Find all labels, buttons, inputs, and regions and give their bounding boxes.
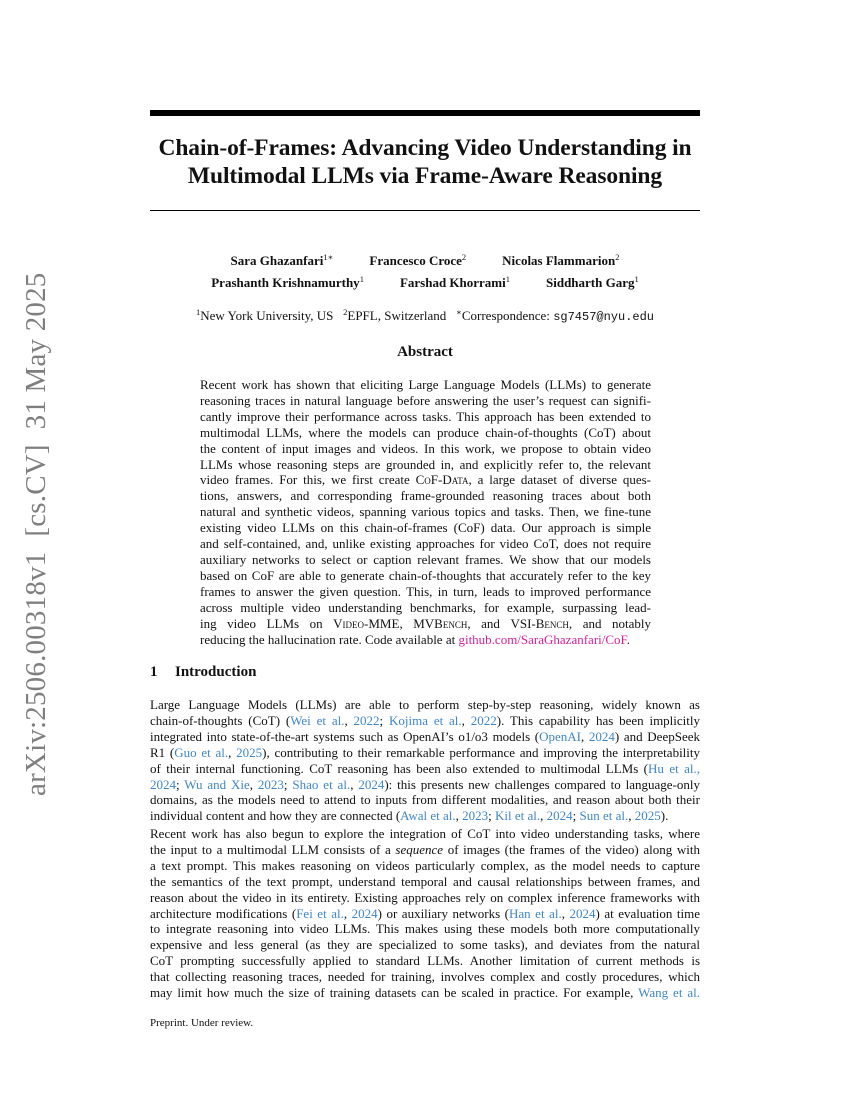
benchmark-name: MVBench xyxy=(413,615,468,631)
citation-link[interactable]: Han et al. xyxy=(509,905,562,921)
citation-link[interactable]: Wei et al. xyxy=(290,712,345,728)
citation-link[interactable]: Kil et al. xyxy=(495,808,541,824)
arxiv-stamp[interactable]: arXiv:2506.00318v1 [cs.CV] 31 May 2025 xyxy=(20,272,52,796)
abstract-line: natural and synthetic videos, spanning various topics and tasks. Then, we fine-tune xyxy=(200,504,651,520)
affiliation-epfl: EPFL, Switzerland xyxy=(347,308,447,323)
abstract-line: across multiple video understanding benchmarks, for example, surpassing lead- xyxy=(200,599,651,615)
author: Farshad Khorrami$^1$ xyxy=(399,274,510,290)
section-number: 1 xyxy=(150,664,158,680)
citation-link[interactable]: 2024 xyxy=(569,905,596,921)
section-title: Introduction xyxy=(175,664,257,680)
correspondence-label: Correspondence: xyxy=(461,308,554,323)
citation-link[interactable]: 2024 xyxy=(150,776,176,792)
citation-link[interactable]: Wang et al. xyxy=(638,985,700,1001)
abstract-line: and self-contained, and, unlike existing approaches for video CoT, does not require xyxy=(200,536,651,552)
author-row-1 xyxy=(150,248,700,270)
dataset-name: CoF-Data xyxy=(415,472,469,488)
abstract-line: reducing the hallucination rate. Code available at github.com/SaraGhazanfari/CoF. xyxy=(200,631,630,647)
citation-link[interactable]: 2023 xyxy=(257,776,284,792)
abstract-line: ing video LLMs on Video-MME, MVBench, and VSI-Bench, and notably xyxy=(200,615,652,631)
citation-link[interactable]: Sun et al. xyxy=(579,808,629,824)
citation-link[interactable]: 2022 xyxy=(353,712,380,728)
citation-link[interactable]: Awal et al. xyxy=(400,808,456,824)
abstract-line: multimodal LLMs, where the models can produce chain-of-thoughts (CoT) about xyxy=(200,424,651,440)
author-list xyxy=(150,248,700,292)
code-link[interactable]: github.com/SaraGhazanfari/CoF xyxy=(458,631,627,647)
abstract-line: existing video LLMs on this chain-of-frames (CoF) data. Our approach is simple xyxy=(200,520,651,536)
abstract-line: LLMs whose reasoning steps are grounded in, and explicitly refer to, the relevant xyxy=(200,456,651,472)
benchmark-name: Video-MME xyxy=(333,615,400,631)
citation-link[interactable]: Shao et al. xyxy=(292,776,351,792)
citation-link[interactable]: Hu et al. xyxy=(648,760,697,776)
abstract-line: cantly improve their performance across tasks. This approach has been extended to xyxy=(200,408,651,424)
abstract-line: reasoning traces in natural language before answering the user’s request can signifi- xyxy=(200,392,651,408)
title-top-rule xyxy=(150,110,700,116)
emphasis: sequence xyxy=(395,841,444,857)
title-bottom-rule xyxy=(150,210,700,211)
footer-note: Preprint. Under review. xyxy=(150,1017,254,1029)
abstract-body xyxy=(200,377,651,647)
citation-link[interactable]: 2024 xyxy=(358,776,385,792)
title-line-2: Multimodal LLMs via Frame-Aware Reasoning xyxy=(187,163,663,189)
author: Francesco Croce$^2$ xyxy=(369,252,467,268)
intro-paragraph-2: Recent work has also begun to explore the integration of CoT into video understanding tasks, where the input to a multimodal LLM consists of a sequence of images (the frames of the video) along with a text prompt. This makes reasoning on videos particularly complex, as the model needs to capture the semantics of the text prompt, understand temporal and causal relationships between frames, and reason about the video in its entirety. Existing approaches rely on complex inference frameworks with architecture modifications (Fei et al., 2024) or auxiliary networks (Han et al., 2024) at evaluation time to integrate reasoning into video LLMs. This makes using these models both more computationally expensive and less general (as they are specialized to some tasks), and deviates from the natural CoT prompting successfully applied to standard LLMs. Another limitation of current methods is that collecting reasoning traces, needed for training, involves complex and costly procedures, which may limit how much the size of training datasets can be scaled in practice. For example, Wang et al. xyxy=(150,826,700,1001)
section-heading-introduction xyxy=(150,663,256,681)
author-row-2 xyxy=(150,270,700,292)
author: Sara Ghazanfari$^{1∗}$ xyxy=(230,252,334,268)
abstract-line: frames to answer the given question. This, in turn, leads to improved performance xyxy=(200,583,651,599)
abstract-line: the content of input images and videos. In this work, we propose to obtain video xyxy=(200,440,651,456)
correspondence-email[interactable]: sg7457@nyu.edu xyxy=(553,310,655,324)
author: Siddharth Garg$^1$ xyxy=(546,274,639,290)
abstract-line: video frames. For this, we first create CoF-Data, a large dataset of diverse ques- xyxy=(200,472,652,488)
citation-link[interactable]: 2024 xyxy=(588,728,615,744)
title-line-1: Chain-of-Frames: Advancing Video Understanding in xyxy=(158,135,692,161)
citation-link[interactable]: 2025 xyxy=(634,808,661,824)
abstract-line: auxiliary networks to select or caption relevant frames. We show that our models xyxy=(200,551,651,567)
abstract-line: tions, answers, and corresponding frame-grounded reasoning traces about both xyxy=(200,488,651,504)
citation-link[interactable]: 2022 xyxy=(470,712,497,728)
citation-link[interactable]: Fei et al. xyxy=(296,905,344,921)
paper-title xyxy=(150,134,700,190)
citation-link[interactable]: Guo et al. xyxy=(174,744,229,760)
citation-link[interactable]: Kojima et al. xyxy=(389,712,462,728)
citation-link[interactable]: 2025 xyxy=(236,744,263,760)
affiliations: $^1$New York University, US $^2$EPFL, Switzerland ∗Correspondence: sg7457@nyu.edu xyxy=(195,307,655,324)
abstract-heading: Abstract xyxy=(397,344,453,360)
citation-link[interactable]: 2023 xyxy=(462,808,489,824)
citation-link[interactable]: Wu and Xie xyxy=(184,776,250,792)
affiliation-nyu: New York University, US xyxy=(200,308,334,323)
intro-paragraph-1: Large Language Models (LLMs) are able to perform step-by-step reasoning, widely known as chain-of-thoughts (CoT) (Wei et al., 2022; Kojima et al., 2022). This capability has been implicitly integrated into state-of-the-art systems such as OpenAI’s o1/o3 models (OpenAI, 2024) and DeepSeek R1 (Guo et al., 2025), contributing to their remarkable performance and improving the interpretability of their internal functioning. CoT reasoning has been also extended to multimodal LLMs (Hu et al., 2024; Wu and Xie, 2023; Shao et al., 2024): this presents new challenges compared to language-only domains, as the models need to attend to inputs from different modalities, and reason about both their individual content and how they are connected (Awal et al., 2023; Kil et al., 2024; Sun et al., 2025). xyxy=(150,697,701,824)
abstract-line: based on CoF are able to generate chain-of-thoughts that accurately refer to the key xyxy=(200,567,651,583)
citation-link[interactable]: 2024 xyxy=(546,808,573,824)
benchmark-name: VSI-Bench xyxy=(510,615,569,631)
abstract-line: Recent work has shown that eliciting Large Language Models (LLMs) to generate xyxy=(200,377,651,392)
author: Prashanth Krishnamurthy$^1$ xyxy=(211,274,364,290)
citation-link[interactable]: 2024 xyxy=(351,905,378,921)
author: Nicolas Flammarion$^2$ xyxy=(502,252,620,268)
citation-link[interactable]: OpenAI xyxy=(539,728,581,744)
